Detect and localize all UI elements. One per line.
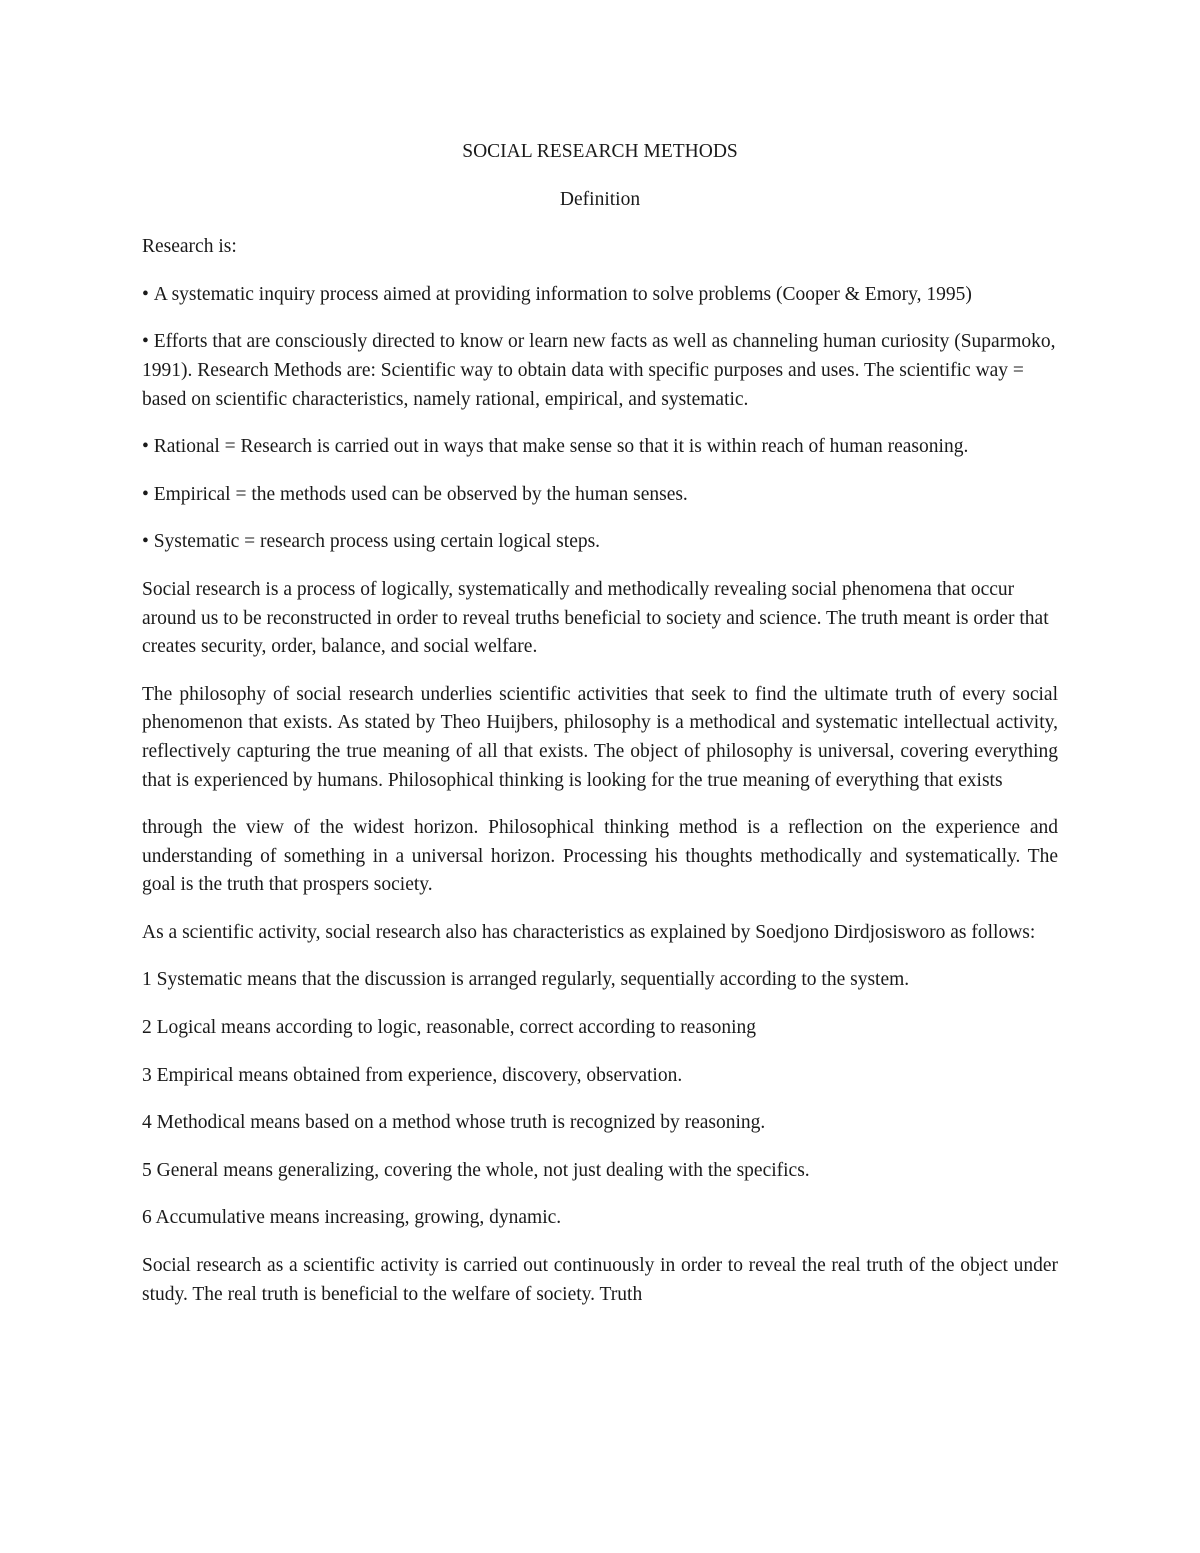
- bullet-item: • Rational = Research is carried out in ways that make sense so that it is within reach of human reasoning.: [142, 433, 1058, 462]
- numbered-item: 4 Methodical means based on a method whose truth is recognized by reasoning.: [142, 1112, 766, 1134]
- numbered-item: 2 Logical means according to logic, reasonable, correct according to reasoning: [142, 1017, 757, 1039]
- numbered-item: 1 Systematic means that the discussion is arranged regularly, sequentially according to the system.: [142, 969, 910, 991]
- intro-text: Research is:: [142, 236, 237, 258]
- numbered-item: 3 Empirical means obtained from experience, discovery, observation.: [142, 1064, 683, 1086]
- section-heading: Definition: [559, 188, 641, 210]
- bullet-item: • A systematic inquiry process aimed at providing information to solve problems (Cooper & Emory, 1995): [142, 281, 1058, 310]
- paragraph: Social research is a process of logically, systematically and methodically revealing social phenomena that occur around us to be reconstructed in order to reveal truths beneficial to society and science. The truth meant is order that creates security, order, balance, and social welfare.: [142, 578, 1049, 658]
- paragraph: The philosophy of social research underlies scientific activities that seek to find the ultimate truth of every social phenomenon that exists. As stated by Theo Huijbers, philosophy is a methodical and systematic intellectual activity, reflectively capturing the true meaning of all that exists. The object of philosophy is universal, covering everything that is experienced by humans. Philosophical thinking is looking for the true meaning of everything that exists: [142, 683, 1058, 791]
- numbered-item: 5 General means generalizing, covering the whole, not just dealing with the specifics.: [142, 1159, 810, 1181]
- numbered-item: 6 Accumulative means increasing, growing, dynamic.: [142, 1207, 562, 1229]
- bullet-item: • Empirical = the methods used can be observed by the human senses.: [142, 481, 1058, 510]
- paragraph: through the view of the widest horizon. Philosophical thinking method is a reflection on the experience and understanding of something in a universal horizon. Processing his thoughts methodically and systematically. The goal is the truth that prospers society.: [142, 817, 1058, 896]
- document-page: [142, 138, 1058, 1328]
- bullet-item: • Efforts that are consciously directed to know or learn new facts as well as channeling human curiosity (Suparmoko, 1991). Research Methods are: Scientific way to obtain data with specific purposes and uses. The scientific way = based on scientific characteristics, namely rational, empirical, and systematic.: [142, 328, 1058, 414]
- document-title: SOCIAL RESEARCH METHODS: [462, 141, 738, 162]
- closing-paragraph: Social research as a scientific activity is carried out continuously in order to reveal the real truth of the object under study. The real truth is beneficial to the welfare of society. Truth: [142, 1255, 1058, 1305]
- paragraph: As a scientific activity, social research also has characteristics as explained by Soedjono Dirdjosisworo as follows:: [142, 921, 1036, 943]
- bullet-item: • Systematic = research process using certain logical steps.: [142, 528, 1058, 557]
